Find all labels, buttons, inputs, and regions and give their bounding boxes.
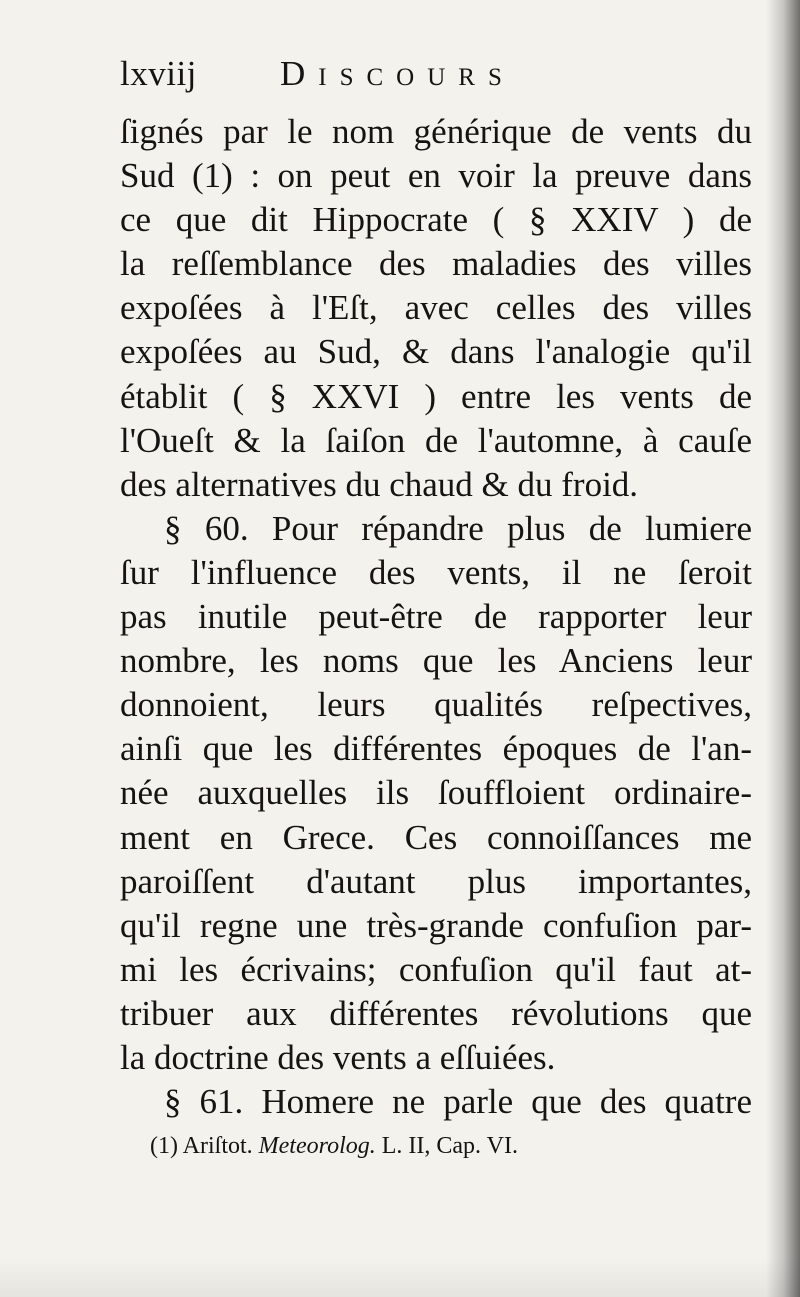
text-line: ainſi que les différentes époques de l'an-: [120, 729, 752, 769]
text-line: expoſées à l'Eſt, avec celles des villes: [120, 288, 752, 328]
footnote: [150, 1133, 518, 1160]
footnote-marker: (1) Ariſtot.: [150, 1133, 253, 1159]
text-line: donnoient, leurs qualités reſpectives,: [120, 685, 752, 725]
page-bottom-shadow: [0, 1257, 800, 1297]
text-line: paroiſſent d'autant plus importantes,: [120, 861, 752, 901]
text-line: ſignés par le nom générique de vents du: [120, 112, 752, 151]
running-head: Discours: [280, 54, 515, 93]
page-edge-shadow: [766, 0, 800, 1297]
text-line: pas inutile peut-être de rapporter leur: [120, 597, 752, 637]
text-line: qu'il regne une très-grande confuſion par-: [120, 905, 752, 945]
text-line: Sud (1) : on peut en voir la preuve dans: [120, 156, 752, 196]
text-line: mi les écrivains; confuſion qu'il faut at-: [120, 949, 752, 989]
footnote-title: Meteorolog.: [258, 1133, 376, 1159]
text-line: née auxquelles ils ſouffloient ordinaire-: [120, 773, 752, 813]
paragraph-start-line: § 60. Pour répandre plus de lumiere: [164, 508, 752, 548]
paragraph-end-line: la doctrine des vents a eſſuiées.: [120, 1037, 556, 1077]
text-line: ſur l'influence des vents, il ne ſeroit: [120, 552, 752, 592]
text-line: tribuer aux différentes révolutions que: [120, 993, 752, 1033]
body-text: [120, 110, 752, 1124]
text-line: ment en Grece. Ces connoiſſances me: [120, 817, 752, 857]
text-line: l'Oueſt & la ſaiſon de l'automne, à cauſe: [120, 420, 752, 460]
paragraph-end-line: des alternatives du chaud & du froid.: [120, 464, 639, 504]
page-header: [120, 52, 760, 102]
footnote-reference: L. II, Cap. VI.: [381, 1133, 518, 1159]
text-line: ce que dit Hippocrate ( § XXIV ) de: [120, 200, 752, 240]
text-line: la reſſemblance des maladies des villes: [120, 244, 752, 284]
text-line: nombre, les noms que les Anciens leur: [120, 641, 752, 681]
text-line: expoſées au Sud, & dans l'analogie qu'il: [120, 332, 752, 372]
paragraph-start-line: § 61. Homere ne parle que des quatre: [164, 1082, 752, 1122]
page-number: lxviij: [120, 54, 197, 93]
text-line: établit ( § XXVI ) entre les vents de: [120, 376, 752, 416]
